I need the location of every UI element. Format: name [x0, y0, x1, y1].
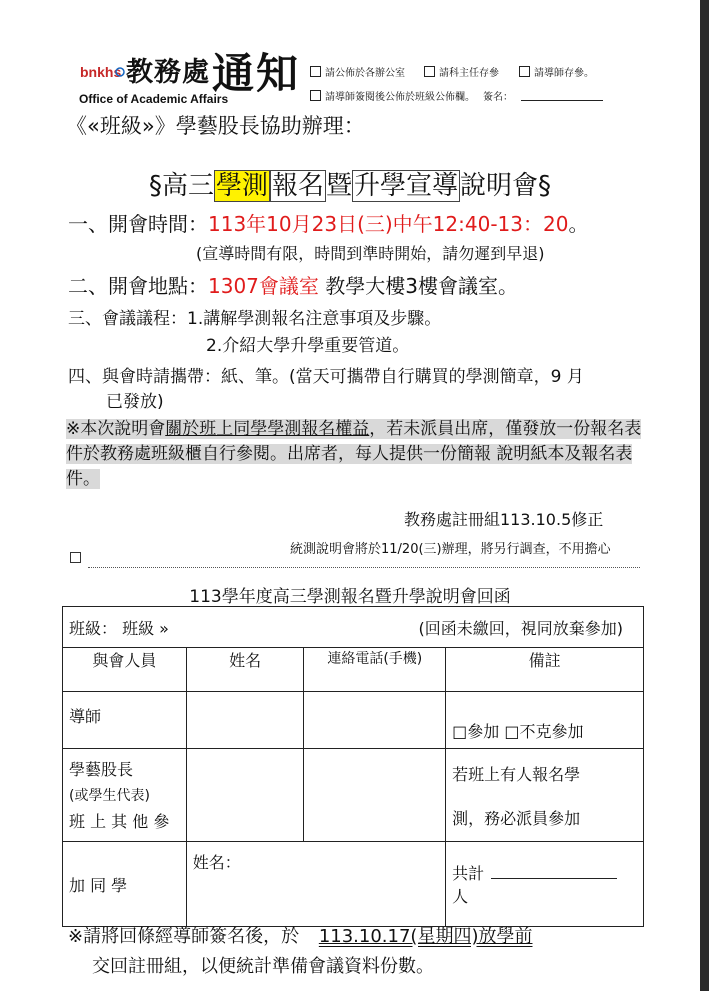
cut-line: [88, 566, 640, 568]
meeting-place: 二、開會地點：1307會議室 教學大樓3樓會議室。: [68, 274, 518, 298]
table-header-row: [63, 648, 644, 692]
issuer-signature: 教務處註冊組113.10.5修正: [404, 510, 604, 529]
footnote-checkbox[interactable]: [70, 552, 81, 563]
checkbox[interactable]: [519, 66, 530, 77]
teacher-phone-cell[interactable]: [304, 692, 446, 749]
other-names-cell[interactable]: 姓名：: [186, 842, 445, 927]
return-instructions: ※請將回條經導師簽名後，於 113.10.17(星期四)放學前: [68, 926, 533, 947]
bring-items: 四、與會時請攜帶：紙、筆。(當天可攜帶自行購買的學測簡章，9 月: [68, 367, 584, 387]
agenda-item-2: 2.介紹大學升學重要管道。: [206, 336, 410, 356]
option-teachers: 請導師存參。: [519, 64, 594, 79]
checkbox[interactable]: [310, 90, 321, 101]
option-teacher-sign: 請導師簽閱後公佈於班級公佈欄。 簽名：: [310, 88, 603, 103]
office-name: 教務處: [126, 57, 210, 88]
notice-heading: 通知: [212, 49, 301, 98]
class-row: 班級： 班級 » (回函未繳回，視同放棄參加): [63, 607, 644, 648]
unified-exam-footnote: 統測說明會將於11/20(三)辦理，將另行調查，不用擔心: [290, 542, 611, 557]
reply-form-title: 113學年度高三學測報名暨升學說明會回函: [189, 587, 511, 607]
checkbox[interactable]: [424, 66, 435, 77]
checkbox[interactable]: [310, 66, 321, 77]
total-input-line[interactable]: [491, 862, 617, 879]
option-dept-heads: 請科主任存參: [424, 64, 499, 79]
leader-phone-cell[interactable]: [304, 749, 446, 842]
option-offices: 請公佈於各辦公室: [310, 64, 405, 79]
time-note: (宣導時間有限，時間到準時開始，請勿遲到早退): [196, 244, 545, 263]
header-cell: 與會人員: [63, 648, 187, 692]
agenda: 三、會議議程：1.講解學測報名注意事項及步驟。: [68, 309, 442, 329]
office-english-name: Office of Academic Affairs: [79, 92, 229, 106]
table-row: 加 同 學 姓名： 共計 人: [63, 842, 644, 927]
teacher-name-cell[interactable]: [186, 692, 304, 749]
attend-options[interactable]: □參加 □不克參加: [446, 692, 644, 749]
document-title: §高三學測 報名暨升學宣導說明會§: [148, 171, 552, 201]
title-highlight: 學測: [215, 171, 268, 201]
header-cell: 連絡電話(手機): [304, 648, 446, 692]
addressee: 《«班級»》學藝股長協助辦理：: [66, 114, 365, 138]
leader-name-cell[interactable]: [186, 749, 304, 842]
school-logo: [79, 62, 125, 82]
reply-form-table: [62, 606, 644, 927]
table-row: 學藝股長 (或學生代表) 班 上 其 他 參 若班上有人報名學 測，務必派員參加: [63, 749, 644, 842]
header-cell: 備註: [446, 648, 644, 692]
meeting-time: 一、開會時間：113年10月23日(三)中午12:40-13：20。: [68, 212, 589, 236]
return-instructions-cont: 交回註冊組，以便統計準備會議資料份數。: [92, 956, 434, 977]
table-row: 導師 □參加 □不克參加: [63, 692, 644, 749]
total-cell: 共計 人: [446, 842, 644, 927]
svg-text:bnkhs: bnkhs: [80, 64, 122, 80]
attendance-remark: ※本次說明會關於班上同學學測報名權益，若未派員出席，僅發放一份報名表件於教務處班級櫃自行參閱。出席者，每人提供一份簡報 說明紙本及報名表件。: [66, 419, 642, 489]
bring-items-cont: 已發放): [106, 392, 164, 412]
signature-line: [521, 91, 603, 101]
header-cell: 姓名: [186, 648, 304, 692]
